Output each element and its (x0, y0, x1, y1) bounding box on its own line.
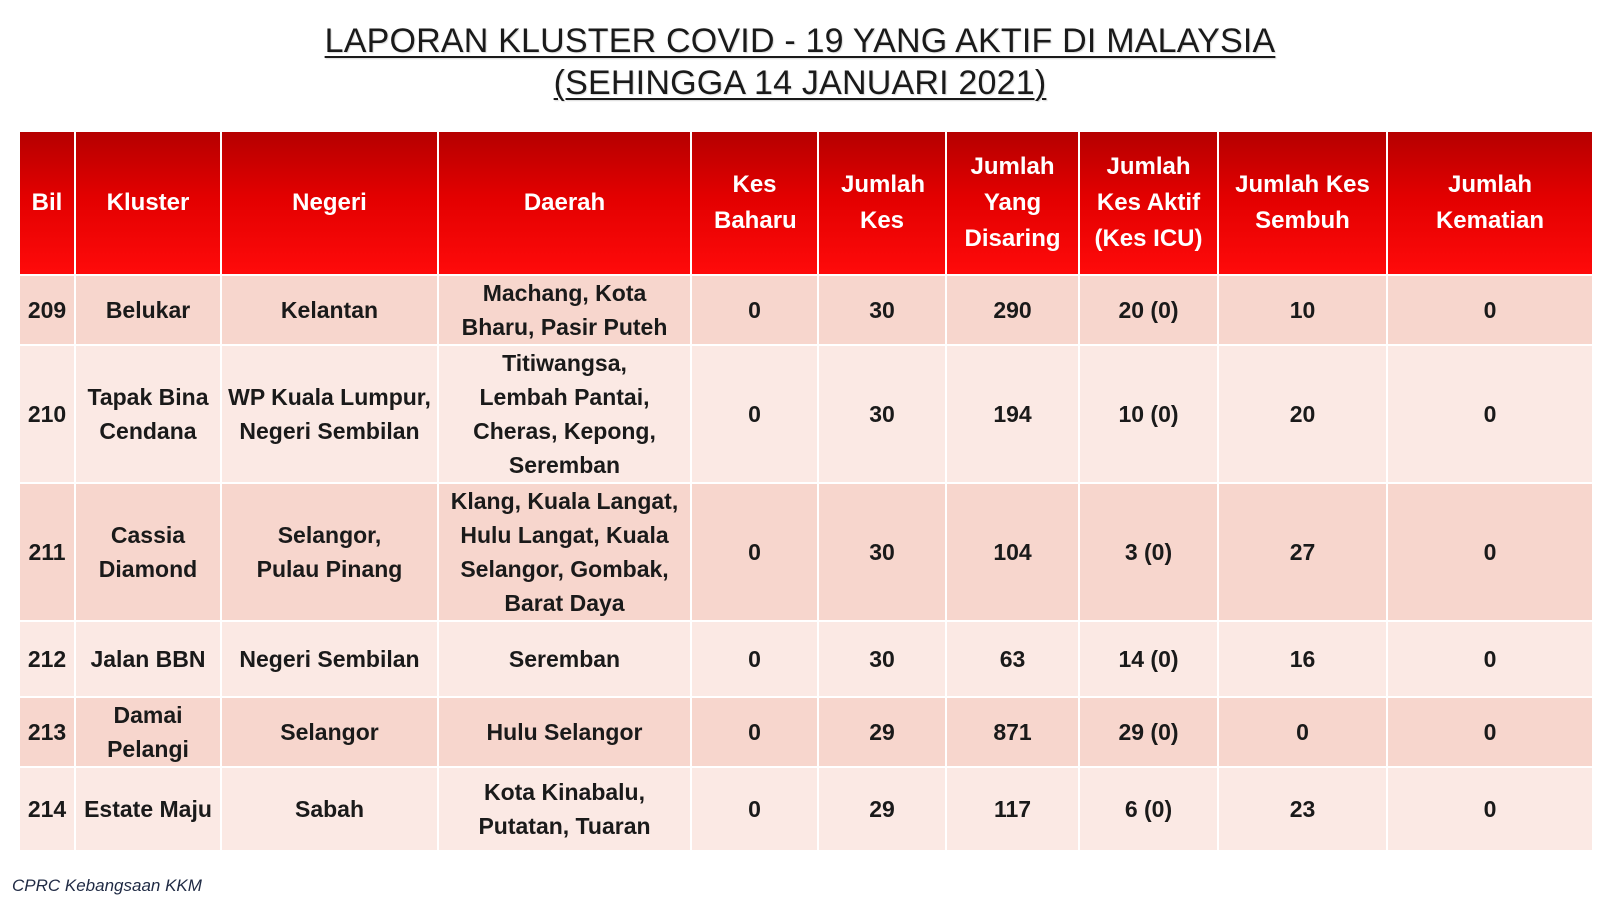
cell-kes-baharu: 0 (691, 621, 818, 697)
header-kes-baharu: Kes Baharu (691, 131, 818, 275)
header-jumlah-kematian: Jumlah Kematian (1387, 131, 1593, 275)
cell-daerah: Titiwangsa, Lembah Pantai, Cheras, Kepong, Seremban (438, 345, 691, 483)
cell-kes-sembuh: 0 (1218, 697, 1387, 767)
cell-negeri: Sabah (221, 767, 438, 851)
cell-bil: 210 (19, 345, 75, 483)
cell-kluster: Tapak Bina Cendana (75, 345, 221, 483)
cell-negeri: WP Kuala Lumpur, Negeri Sembilan (221, 345, 438, 483)
cell-jumlah-kes: 29 (818, 767, 946, 851)
cell-kematian: 0 (1387, 697, 1593, 767)
header-daerah: Daerah (438, 131, 691, 275)
cell-kes-baharu: 0 (691, 275, 818, 345)
cell-daerah: Klang, Kuala Langat, Hulu Langat, Kuala Selangor, Gombak, Barat Daya (438, 483, 691, 621)
title-line-1: LAPORAN KLUSTER COVID - 19 YANG AKTIF DI MALAYSIA (324, 22, 1276, 60)
cell-kes-baharu: 0 (691, 697, 818, 767)
table-row (19, 621, 1593, 697)
cell-jumlah-disaring: 871 (946, 697, 1079, 767)
cell-kes-sembuh: 23 (1218, 767, 1387, 851)
cell-bil: 212 (19, 621, 75, 697)
header-bil: Bil (19, 131, 75, 275)
cell-negeri: Kelantan (221, 275, 438, 345)
cell-kematian: 0 (1387, 767, 1593, 851)
cell-jumlah-disaring: 104 (946, 483, 1079, 621)
cell-jumlah-disaring: 117 (946, 767, 1079, 851)
cell-bil: 209 (19, 275, 75, 345)
cell-kematian: 0 (1387, 483, 1593, 621)
header-jumlah-kes-sembuh: Jumlah Kes Sembuh (1218, 131, 1387, 275)
cell-kes-aktif: 6 (0) (1079, 767, 1218, 851)
cell-jumlah-kes: 30 (818, 345, 946, 483)
header-kluster: Kluster (75, 131, 221, 275)
cell-kluster: Damai Pelangi (75, 697, 221, 767)
cell-jumlah-kes: 30 (818, 483, 946, 621)
cluster-table (18, 130, 1594, 852)
cell-kes-sembuh: 20 (1218, 345, 1387, 483)
cell-bil: 211 (19, 483, 75, 621)
cell-kes-sembuh: 16 (1218, 621, 1387, 697)
cell-jumlah-disaring: 290 (946, 275, 1079, 345)
cell-negeri: Selangor (221, 697, 438, 767)
table-row (19, 483, 1593, 621)
header-negeri: Negeri (221, 131, 438, 275)
cell-negeri: Negeri Sembilan (221, 621, 438, 697)
cell-kluster: Jalan BBN (75, 621, 221, 697)
cell-kluster: Cassia Diamond (75, 483, 221, 621)
header-jumlah-disaring: Jumlah Yang Disaring (946, 131, 1079, 275)
cell-jumlah-disaring: 63 (946, 621, 1079, 697)
cell-jumlah-kes: 30 (818, 621, 946, 697)
cell-kematian: 0 (1387, 621, 1593, 697)
cell-daerah: Kota Kinabalu, Putatan, Tuaran (438, 767, 691, 851)
table-row (19, 345, 1593, 483)
cell-kes-baharu: 0 (691, 483, 818, 621)
source-footnote: CPRC Kebangsaan KKM (12, 876, 202, 895)
cell-kes-aktif: 3 (0) (1079, 483, 1218, 621)
page-title (0, 20, 1600, 104)
table-row (19, 697, 1593, 767)
cell-jumlah-kes: 30 (818, 275, 946, 345)
cell-kes-baharu: 0 (691, 345, 818, 483)
cell-kematian: 0 (1387, 275, 1593, 345)
cell-kes-sembuh: 10 (1218, 275, 1387, 345)
cell-kes-aktif: 14 (0) (1079, 621, 1218, 697)
cell-kluster: Belukar (75, 275, 221, 345)
header-jumlah-kes-aktif: Jumlah Kes Aktif (Kes ICU) (1079, 131, 1218, 275)
cell-daerah: Machang, Kota Bharu, Pasir Puteh (438, 275, 691, 345)
cell-daerah: Seremban (438, 621, 691, 697)
cell-negeri: Selangor, Pulau Pinang (221, 483, 438, 621)
cell-kes-baharu: 0 (691, 767, 818, 851)
table-row (19, 275, 1593, 345)
cell-bil: 213 (19, 697, 75, 767)
cell-jumlah-kes: 29 (818, 697, 946, 767)
cell-kematian: 0 (1387, 345, 1593, 483)
cell-daerah: Hulu Selangor (438, 697, 691, 767)
table-header-row (19, 131, 1593, 275)
header-jumlah-kes: Jumlah Kes (818, 131, 946, 275)
cell-kes-sembuh: 27 (1218, 483, 1387, 621)
cell-kluster: Estate Maju (75, 767, 221, 851)
title-line-2: (SEHINGGA 14 JANUARI 2021) (553, 64, 1047, 102)
table-row (19, 767, 1593, 851)
cell-bil: 214 (19, 767, 75, 851)
cell-jumlah-disaring: 194 (946, 345, 1079, 483)
cell-kes-aktif: 20 (0) (1079, 275, 1218, 345)
cell-kes-aktif: 29 (0) (1079, 697, 1218, 767)
cell-kes-aktif: 10 (0) (1079, 345, 1218, 483)
